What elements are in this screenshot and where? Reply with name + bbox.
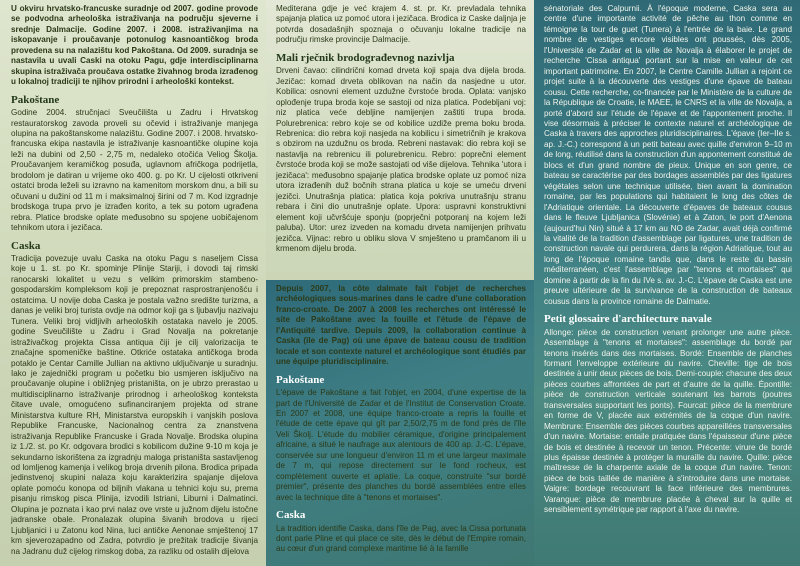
glossary-croatian-paragraph: Drveni čavao: cilindrični komad drveta koji spaja dva dijela broda. Jezičac: komad drveta oblikovan na način da nasjedne u utor. Kobilica: osnovni element uzdužne čvrstoće broda. Oplata: vanjsko oplođenje trupa broda koje se sastoji od niza platica. Podebljani voj: niz platica veće debljine namijenjen zaštiti trupa broda. Polurebrenica: rebro koje se od kobilice uzdiže prema boku broda. Rebrenica: dio rebra koji nasjeda na kobilicu i simetričnih je krakova s obzirom na uzdužnu os broda. Rebreni nastavak: dio rebra koji se nastavlja na rebrenicu ili polurebrenicu. Rebro: poprečni element čvrstoće broda koji se može sastojati od više dijelova. Tehnika 'utora i jezičaca': međusobno spajanje platica brodske oplate uz pomoć niza utora izrađenih duž bočnih strana platica u koje se umeću drveni jezičci. Unutrašnja platica: platica koja pokriva unutrašnju stranu rebara i čini dio unutrašnje oplate. Upora: uspravni konstruktivni element koji učvršćuje sponju (poprječni potporanj na kojem leži paluba). Utor: urez izveden na komadu drveta namijenjen prihvatu jezičca. Vijnac: rebro u obliku slova V smješteno u pramčanom ili u krmenom dijelu broda. — [276, 66, 526, 253]
pakostane-fr-paragraph: L'épave de Pakoštane a fait l'objet, en 2004, d'une expertise de la part de l'Université de Zadar et de l'Institut de Conservation Croate. En 2007 et 2008, une équipe franco-croate a repris la fouille et l'étude de cette épave qui gît par 2,50/2,75 m de fond près de l'île Veli Školj. L'étude du mobilier céramique, d'origine principalement africaine, a situé le naufrage aux alentours de 400 ap. J.-C. L'épave, conservée sur une longueur d'environ 11 m et une largeur maximale de 7 m, qui repose directement sur le fond rocheux, est complètement ouverte et aplatie. La coque, construite "sur bordé premier", présente des planches du bordé assemblées entre elles avec la technique dite à "tenons et mortaises". — [276, 388, 526, 502]
pakostane-paragraph: Godine 2004. stručnjaci Sveučilišta u Zadru i Hrvatskog restauratorskog zavoda proveli su očevid i istraživanje manjega olupina na pakoštanskome nalazištu. Godine 2007. i 2008. hrvatsko-francuska ekipa nastavila je istraživanje kasnoantičke olupine koja leži na dubini od 2,50 - 2,75 m, nedaleko otočića Veliog Školja. Proučavanjem keramičkog posuđa, uglavnom afričkoga podrijetla, brodolom je datiran u vrijeme oko 400. g. po Kr. U cijelosti otkriveni ostatci broda leželi su izravno na kamenitom morskom dnu, a bili su očuvani u dužini od 11 m i maksimalnoj širini od 7 m. Kod izgradnje brodskoga trupa prvo je izrađen korito, a tek su potom ugrađena rebra. Platice brodske oplate međusobno su spojene uobičajenom tehnikom utora i jezičaca. — [11, 108, 258, 233]
heading-glossary-croatian: Mali rječnik brodograđevnog nazivlja — [276, 51, 455, 64]
heading-glossary-french: Petit glossaire d'architecture navale — [544, 313, 712, 326]
column-french-right — [534, 0, 800, 566]
glossary-french-paragraph: Allonge: pièce de construction venant prolonger une autre pièce. Assemblage à "tenons et mortaises": assemblage du bordé par tenons insérés dans des mortaises. Bordé: Ensemble de planches formant l'enveloppe extérieure du navire. Cheville: tige de bois destinée à unir deux pièces de bois. Demi-couple: chacune des deux pièces courbes affrontées de part et d'autre de la quille. Épontille: pièce de construction verticale soutenant les barrots (poutres transversales supportant les ponts). Fourcat: pièce de la membrure en forme de V, placée aux extrémités de la coque d'un navire. Membrure: Ensemble des pièces courbes appareillées transversales d'un navire. Mortaise: entaile pratiquée dans l'épaisseur d'une pièce de bois et destinée à recevoir un tenon. Précente: virure de bordé plus épaisse destinée à protéger la muraille du navire. Quille: pièce maîtresse de la charpente axiale de la coque d'un navire. Tenon: pièce de bois taillée de manière à s'introduire dans une mortaise. Vaigre: bordage recouvrant la face inférieure des membrures. Varangue: pièce de membrure placée à cheval sur la quille et sensiblement symétrique par rapport à l'axe du navire. — [544, 327, 792, 515]
heading-pakostane-fr: Pakoštane — [276, 373, 325, 386]
intro-paragraph: U okviru hrvatsko-francuske suradnje od 2007. godine provode se podvodna arheološka istraživanja na području sjeverne i srednje Dalmacije. Godine 2007. i 2008. istraživanjima na iskopavanje i proučavanje potonulog kasnoantičkog broda provedena su na nalazištu kod Pakoštana. Od 2009. suradnja se nastavila u uvali Caski na otoku Pagu, gdje interdisciplinarna skupina istraživača proučava ostatke živahnog broda izrađenog u lokalnoj tradiciji te njihov prirodni i arheološki kontekst. — [11, 4, 258, 87]
heading-caska: Caska — [11, 239, 41, 252]
caska-paragraph: Tradicija povezuje uvalu Caska na otoku Pagu s naseljem Cissa koje u 1. st. po Kr. spominje Plinije Stariji, i dovodi taj rimski ranocarski lokalitet u vezu s velikim primorskim stambeno-gospodarskim kompleksom koji je prepoznat rasprostranjenošću i ostatcima. U novije doba Caska je postala važno središte turizma, a danas je veliki broj turista ovdje na odmor koji ga s ljubavlju nazivaju Tunera. Veliki broj vidljivih arheoloških ostataka navelo je 2005. godine Sveučilište u Zadru i Grad Novalja na pokretanje istraživačkog projekta Cissa antiqua čiji je cilj valorizacija te značajne spomeničke baštine. Otkriće ostataka antičkoga broda potaklo je Centar Camille Jullian na aktivno uključivanje u suradnju. Iako je zajednički program u početku bio usmjeren isključivo na proučavanje olupine i obližnjeg pristaništa, on je ubrzo prerastao u multidisciplinarno istraživanje prirodnog i arheološkog konteksta čitave uvale, omogućeno sufinanciranjem projekta od strane Ministarstva kulture RH, Ministarstva europskih i vanjskih poslova Republike Francuske, Nacionalnog centra za znanstvena istraživanja Republike Francuske i Grada Novalje. Brodska olupina iz 1./2. st. po Kr. odgovara brodici s kobilicom dužine 9-10 m koja je sekundarno iskorištena za izgradnju maloga pristaništa sastavljenog od lomljenog kamenja i velikog broja drvenih pilona. Brodica pripada jedinstvenoj skupini nalaza koju karakterizira spajanje dijelova oplate pomoću konopa od biljnih vlakana u tehnici koju su, prema pisanju rimskog pisca Plinija, izvodili Istriani, Liburni i Dalmatinci. Olupina je poznata i kao prvi nalaz ove vrste u južnom dijelu istočne jadranske obale. Pronalazak olupina šivanih brodova u rijeci Ljubljanici i u Zatonu kod Nina, luci antičke Aenonae smještenoj 17 km sjeverozapadno od Zadra, potvrdio je prežitak tradicije šivanja na Jadranu duž cijelog rimskog doba, za razliku od ostalih dijelova — [11, 253, 258, 556]
middle-top-light-section — [276, 4, 526, 284]
column-middle-french — [266, 280, 534, 566]
column-croatian-left — [0, 0, 266, 566]
heading-pakostane: Pakoštane — [11, 93, 60, 106]
caska-fr-paragraph: La tradition identifie Caska, dans l'île de Pag, avec la Cissa portunata dont parle Pline et qui place ce site, dès le début de l'Empire romain, au cœur d'un grand complexe maritime lié à la famille — [276, 523, 526, 554]
french-caska-continuation-paragraph: sénatoriale des Calpurnii. À l'époque moderne, Caska sera au centre d'une importante activité de pêche au thon comme en témoigne la tour de guet (Tunera) à l'entrée de la baie. Le grand nombre de vestiges encore visibles ont poussés, dès 2005, l'Université de Zadar et la ville de Novalja à élaborer le projet de recherche 'Cissa antiqua' portant sur la mise en valeur de cet important patrimoine. En 2007, le Centre Camille Jullian a rejoint ce projet suite à la découverte des vestiges d'une épave de bateau cousu. Cette recherche, co-financée par le Ministère de la culture de la République de Croatie, le MAEE, le CNRS et la ville de Novalja, a porté d'abord sur l'étude de l'épave et de l'appontement proche. Il vise désormais à préciser le contexte naturel et archéologique de Caska à travers des approches pluridisciplinaires. L'épave (Ier–IIe s. ap. J.-C.) correspond à un petit bateau avec quille d'environ 9–10 m de long, réutilisé dans la construction d'un appontement constitué de blocs et d'un grand nombre de pieux. Unique en son genre, ce bateau se caractérise par des bordages assemblés par des ligatures végétales selon une technique utilisée, bien avant la domination romaine, par les populations qui habitaient le long des côtes de l'Adriatique orientale. La découverte d'épaves de bateaux cousus dans le fleuve Ljubljanica (Slovénie) et à Zaton, le port d'Aenona (aujourd'hui Nin) situé à 17 km au NO de Zadar, avait déjà confirmé la vitalité de la tradition d'assemblage par ligatures, une tradition de construction navale qui perdurera, dans la région Adriatique, tout au long de l'époque romaine tandis que, dans le reste du bassin méditerranéen, c'est l'assemblage par "tenons et mortaises" qui domine à partir de la fin du IVe s. av. J.-C. L'épave de Caska est une preuve ultérieure de la survivance de la construction de bateaux cousus dans la province romaine de Dalmatie. — [544, 4, 792, 306]
french-intro-paragraph: Depuis 2007, la côte dalmate fait l'objet de recherches archéologiques sous-marines dans le cadre d'une collaboration franco-croate. De 2007 à 2008 les recherches ont intéressé le site de Pakoštane avec la fouille et l'étude de l'épave de l'Antiquité tardive. Depuis 2009, la collaboration continue à Caska (île de Pag) où une épave de bateau cousu de tradition locale et son contexte naturel et archéologique sont étudiés par une équipe pluridisciplinaire. — [276, 284, 526, 367]
croatian-continuation-paragraph: Mediterana gdje je već krajem 4. st. pr. Kr. prevladala tehnika spajanja platica uz pomoć utora i jezičaca. Brodica iz Caske daljnja je potvrda dosadašnjih spoznaja o očuvanju lokalne tradicije na području rimske provincije Dalmacije. — [276, 4, 526, 45]
heading-caska-fr: Caska — [276, 509, 306, 522]
